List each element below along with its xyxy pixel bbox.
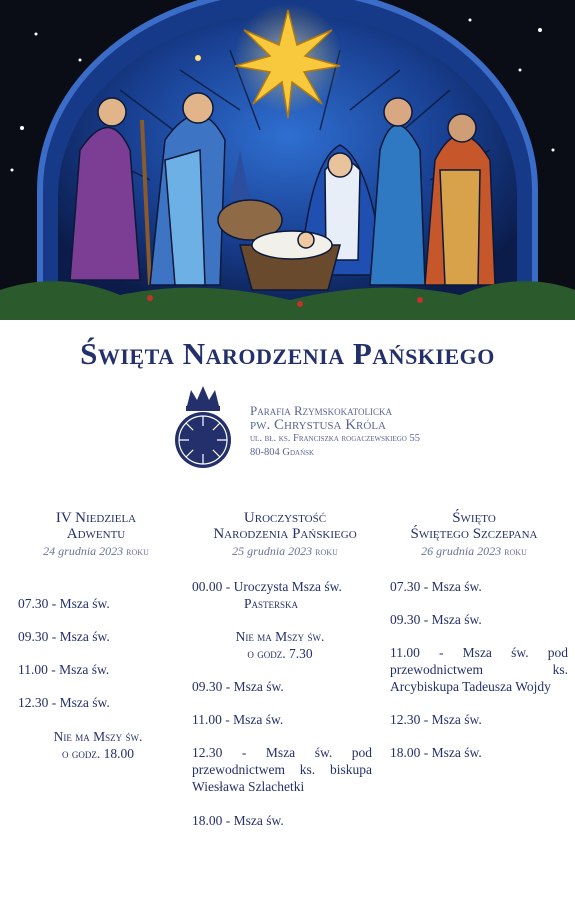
column-heading: IV Niedziela Adwentu (55, 510, 137, 542)
mass-time-entry: 07.30 - Msza św. (390, 579, 482, 594)
schedule-column-dec-26 (388, 510, 560, 559)
nativity-banner (0, 0, 575, 320)
schedule-column-dec-25 (190, 510, 380, 559)
parish-line-2: pw. Chrystusa Króla (250, 417, 386, 433)
column-date: 26 grudnia 2023 roku (421, 544, 527, 558)
mass-time-entry: 11.00 - Msza św. (18, 662, 110, 677)
column-date: 24 grudnia 2023 roku (43, 544, 149, 558)
ihs-emblem (173, 384, 233, 470)
column-heading: Święto Świętego Szczepana (410, 510, 538, 542)
mass-time-entry: 12.30 - Msza św. pod przewodnictwem ks. biskupa Wiesława Szlachetki (192, 745, 372, 794)
mass-time-entry: 11.00 - Msza św. pod przewodnictwem ks. Arcybiskupa Tadeusza Wojdy (390, 645, 568, 694)
mass-time-entry: 09.30 - Msza św. (390, 612, 482, 627)
page-title: Święta Narodzenia Pańskiego (80, 336, 495, 371)
parish-address: ul. bł. ks. Franciszka rogaczewskiego 55 (250, 433, 420, 444)
column-date: 25 grudnia 2023 roku (232, 544, 338, 558)
schedule-column-dec-24 (22, 510, 170, 559)
mass-time-entry: 18.00 - Msza św. (192, 813, 284, 828)
mass-time-entry: 00.00 - Uroczysta Msza św. Pasterska (192, 579, 342, 611)
nativity-stained-glass-image (0, 0, 575, 320)
no-mass-note: Nie ma Mszy św. o godz. 7.30 (235, 629, 325, 661)
parish-city: 80-804 Gdańsk (250, 447, 315, 458)
column-heading: Uroczystość Narodzenia Pańskiego (213, 510, 357, 542)
mass-time-entry: 18.00 - Msza św. (390, 745, 482, 760)
mass-time-entry: 12.30 - Msza św. (18, 695, 110, 710)
parish-info (250, 404, 420, 460)
no-mass-note: Nie ma Mszy św. o godz. 18.00 (53, 729, 143, 761)
mass-time-entry: 11.00 - Msza św. (192, 712, 284, 727)
mass-time-entry: 09.30 - Msza św. (18, 629, 110, 644)
mass-time-entry: 12.30 - Msza św. (390, 712, 482, 727)
mass-time-entry: 09.30 - Msza św. (192, 679, 284, 694)
parish-line-1: Parafia Rzymskokatolicka (250, 403, 392, 418)
mass-time-entry: 07.30 - Msza św. (18, 596, 110, 611)
